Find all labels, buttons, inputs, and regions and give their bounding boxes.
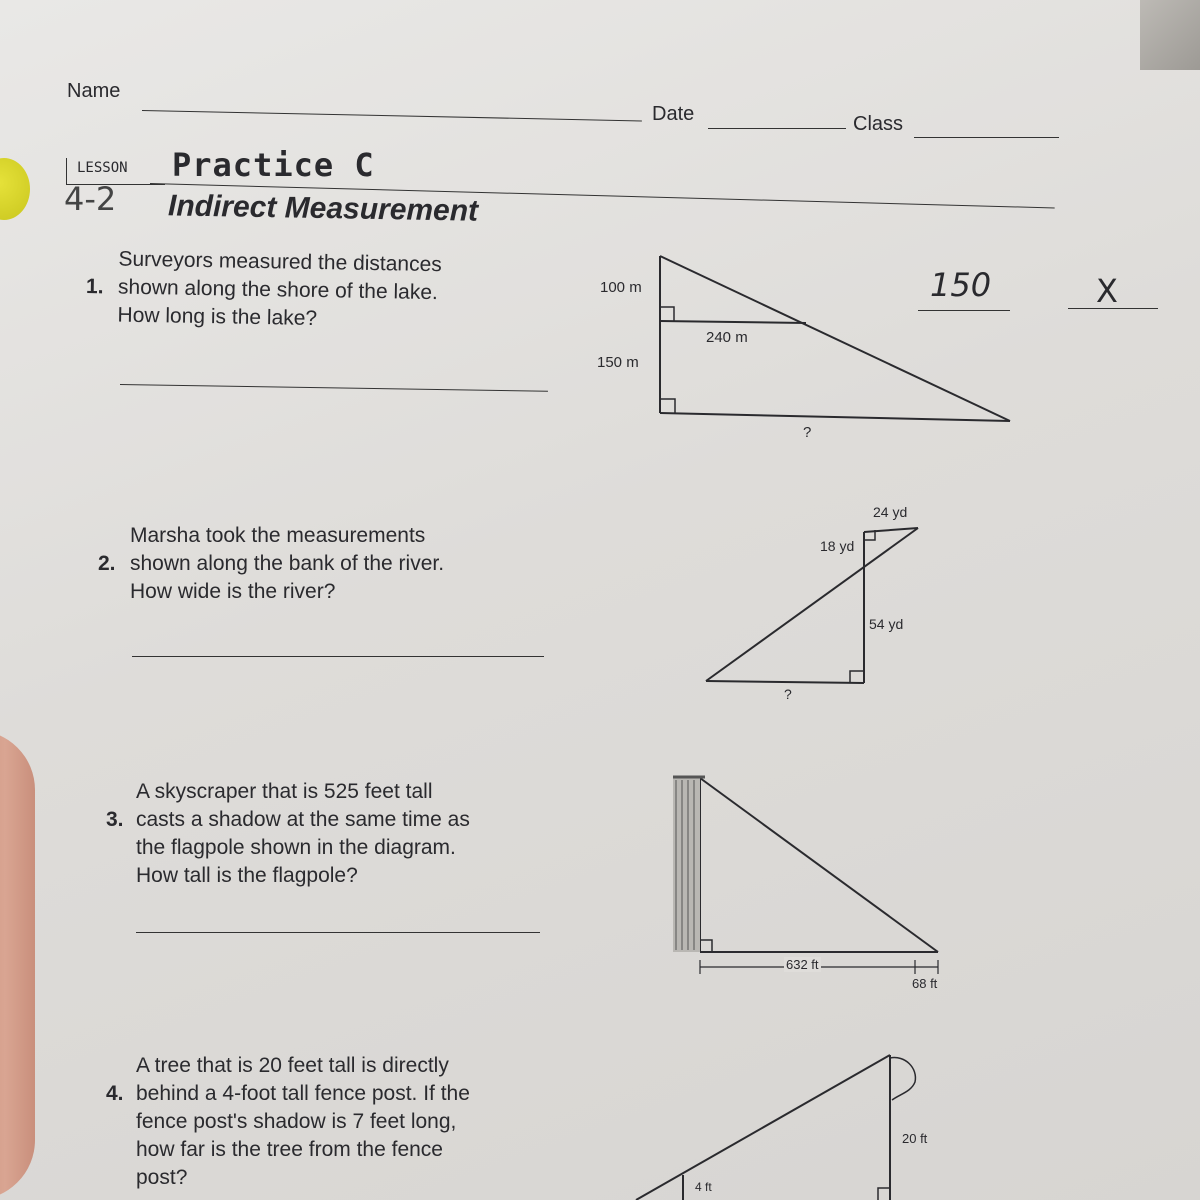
problem-2-text: Marsha took the measurements shown along the bank of the river. How wide is the river? — [130, 524, 445, 603]
diagram-1-base — [660, 413, 1010, 421]
label-68ft: 68 ft — [912, 976, 938, 991]
handwritten-mark: X — [1096, 272, 1118, 310]
label-18yd: 18 yd — [820, 538, 855, 554]
diagram-1-right-angle-top — [660, 307, 674, 321]
problem-4-number: 4. — [106, 1082, 124, 1105]
label-150m: 150 m — [597, 354, 639, 371]
problem-1-number: 1. — [85, 275, 104, 299]
class-label: Class — [853, 113, 904, 135]
problem-1-text: Surveyors measured the distances shown along the shore of the lake. How long is the lake? — [117, 247, 442, 331]
diagram-2-right-angle-bottom — [850, 671, 864, 683]
diagram-2-transversal — [706, 528, 918, 681]
problem-3-text: A skyscraper that is 525 feet tall casts a shadow at the same time as the flagpole shown in the diagram. How tall is the flagpole? — [136, 780, 470, 887]
problem-3-number: 3. — [106, 808, 124, 831]
label-4ft: 4 ft — [695, 1180, 712, 1194]
label-240m: 240 m — [706, 329, 748, 346]
label-24yd: 24 yd — [873, 504, 908, 520]
label-unknown-2: ? — [784, 686, 792, 702]
diagram-2-river — [706, 528, 918, 683]
label-100m: 100 m — [600, 279, 642, 296]
lesson-number: 4-2 — [64, 180, 117, 218]
diagram-2-base — [706, 681, 864, 683]
lesson-tag: LESSON — [66, 158, 165, 185]
date-label: Date — [652, 103, 695, 125]
diagram-1-right-angle-bottom — [660, 399, 675, 413]
label-20ft: 20 ft — [902, 1131, 928, 1146]
diagram-4-sun-ray — [636, 1055, 890, 1200]
diagram-3-skyscraper — [700, 778, 938, 974]
diagram-2-top-segment — [864, 528, 918, 532]
practice-title: Practice C — [172, 146, 375, 184]
diagram-4-tree-crown — [890, 1058, 915, 1100]
diagram-1-inner-segment — [660, 321, 806, 323]
label-unknown-1: ? — [803, 424, 812, 441]
problem-2-number: 2. — [98, 552, 116, 575]
diagram-3-sun-ray — [700, 778, 938, 952]
problem-4-text: A tree that is 20 feet tall is directly behind a 4-foot tall fence post. If the fence post's shadow is 7 feet long, how far is the tree from the fence post? — [136, 1054, 470, 1189]
handwritten-answer-1: 150 — [930, 266, 992, 304]
label-632ft: 632 ft — [786, 957, 819, 972]
lesson-subtitle: Indirect Measurement — [167, 189, 479, 228]
label-54yd: 54 yd — [869, 616, 904, 632]
diagram-4-tree — [636, 1055, 915, 1200]
diagram-3-right-angle — [700, 940, 712, 952]
name-label: Name — [67, 80, 121, 102]
